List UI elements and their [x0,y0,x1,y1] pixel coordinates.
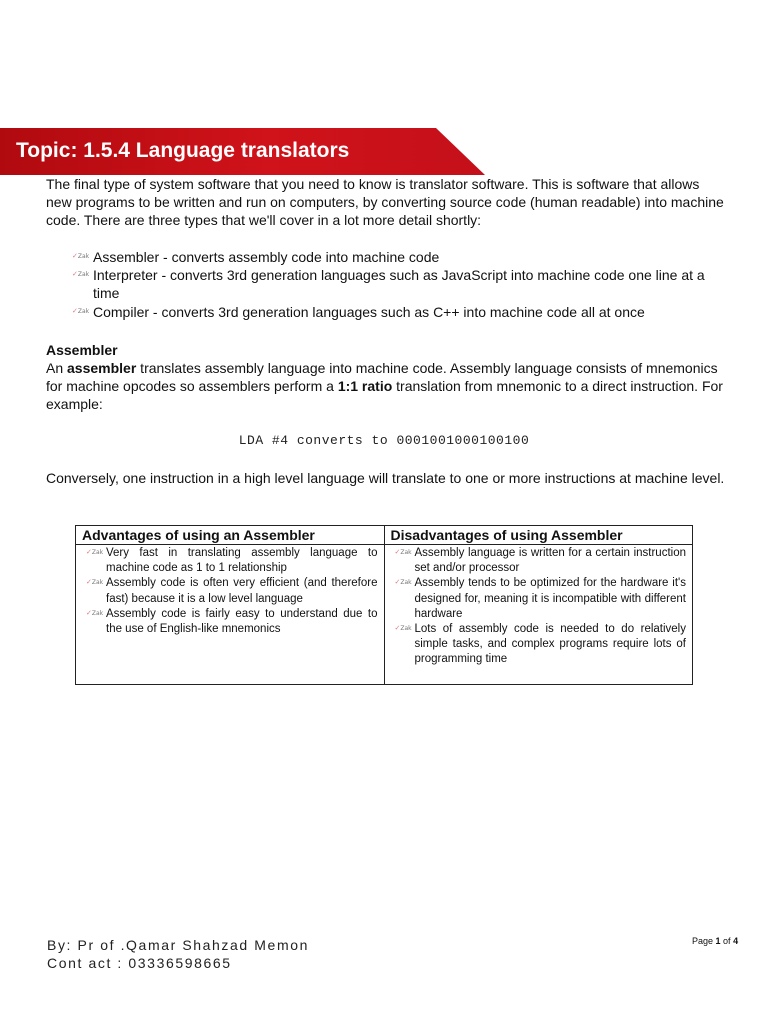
translator-types-list [72,248,732,321]
list-item [72,266,732,302]
list-item [72,248,732,266]
bullet-icon: ✓Zak [86,608,104,617]
bullet-icon: ✓Zak [394,624,412,633]
list-item: ✓Zak Assembly tends to be optimized for the hardware it's designed for, meaning it is incompatible with different hardware [394,577,686,620]
list-item-text: Interpreter - converts 3rd generation languages such as JavaScript into machine code one line at a time [93,267,705,302]
code-example: LDA #4 converts to 0001001000100100 [238,433,530,448]
list-item: ✓Zak Assembly code is often very efficient (and therefore fast) because it is a low level language [86,577,378,605]
intro-paragraph: The final type of system software that you need to know is translator software. This is software that allows new programs to be written and run on computers, by converting source code (human readable) into machine code. There are three types that we'll cover in a lot more detail shortly: [46,176,724,229]
term-ratio: 1:1 ratio [337,378,393,395]
advantages-cell [76,545,385,685]
list-item-text: Assembler - converts assembly code into machine code [93,249,440,265]
bullet-icon: ✓Zak [86,548,104,556]
disadvantages-cell [384,545,693,685]
comparison-table [75,525,693,685]
footer-contact: Cont act : 03336598665 [47,955,232,971]
list-item: ✓Zak Assembly language is written for a certain instruction set and/or processor [394,547,686,575]
list-item: ✓Zak Assembly code is fairly easy to understand due to the use of English-like mnemonics [86,607,378,636]
bullet-icon: ✓Zak [86,578,104,587]
list-item: ✓Zak Very fast in translating assembly language to machine code as 1 to 1 relationship [86,547,378,575]
bullet-icon: ✓Zak [72,252,90,260]
list-item-text: Compiler - converts 3rd generation languages such as C++ into machine code all at once [93,303,645,320]
assembler-paragraph: An assembler translates assembly language into machine code. Assembly language consists of mnemonics for machine opcodes so assemblers perform a 1:1 ratio translation from mnemonic to a direct instruction. For example: [46,360,723,413]
conversely-paragraph: Conversely, one instruction in a high level language will translate to one or more instructions at machine level. [46,470,725,486]
bullet-icon: ✓Zak [394,548,412,556]
list-item [72,303,732,321]
page-number: Page 1 of 4 [692,936,739,946]
list-item: ✓Zak Lots of assembly code is needed to do relatively simple tasks, and complex programs require lots of programming time [394,623,686,666]
table-header-advantages: Advantages of using an Assembler [76,526,385,545]
footer-author: By: Pr of .Qamar Shahzad Memon [47,937,309,953]
page-title: Topic: 1.5.4 Language translators [16,139,350,162]
term-assembler: assembler [67,360,137,376]
section-heading-assembler: Assembler [46,342,118,358]
bullet-icon: ✓Zak [72,270,90,279]
bullet-icon: ✓Zak [72,306,90,315]
bullet-icon: ✓Zak [394,578,412,587]
table-header-disadvantages: Disadvantages of using Assembler [384,526,693,545]
